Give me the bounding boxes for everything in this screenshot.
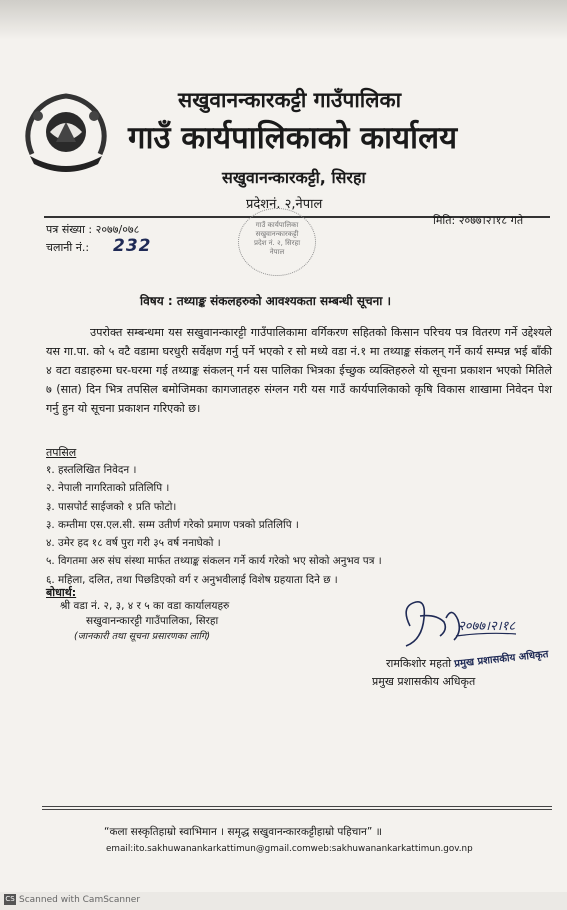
cc-note: (जानकारी तथा सूचना प्रसारणका लागि): [74, 631, 211, 642]
requirements-list: [46, 461, 382, 589]
signature-date: २०७७।२।१८: [458, 619, 516, 634]
cc-block: [60, 599, 229, 644]
footer-motto: “कला सस्कृतिहाम्रो स्वाभिमान । समृद्ध सखुवानन्कारकट्टीहाम्रो पहिचान” ॥: [104, 826, 382, 838]
ref-number: पत्र संख्या : २०७७/०७८: [46, 223, 140, 236]
municipality-name: सखुवानन्कारकट्टी गाउँपालिका: [178, 88, 402, 112]
bodhartha-title: बोधार्थ:: [46, 586, 77, 599]
office-stamp: [238, 208, 316, 276]
signature: [396, 596, 536, 652]
province: प्रदेशनं. २,नेपाल: [246, 197, 323, 212]
list-item: ३. कम्तीमा एस.एल.सी. सम्म उतीर्ण गरेको प्रमाण पत्रको प्रतिलिपि ।: [46, 518, 299, 531]
signatory-post: प्रमुख प्रशासकीय अधिकृत: [372, 675, 476, 688]
designation-stamp: प्रमुख प्रशासकीय अधिकृत: [453, 649, 549, 670]
list-item: ३. पासपोर्ट साईजको १ प्रति फोटो।: [46, 500, 177, 513]
stamp-line: सखुवानन्कारकट्टी: [255, 230, 299, 238]
cc-line: श्री वडा नं. २, ३, ४ र ५ का वडा कार्यालयहरु: [60, 600, 230, 612]
footer-rule: [42, 809, 552, 810]
chalani-label: चलानी नं.:: [46, 241, 90, 254]
camscanner-icon: CS: [5, 895, 15, 903]
stamp-line: प्रदेश नं. २, सिरहा: [253, 239, 301, 247]
subject-line: विषय : तथ्याङ्क संकलहरुको आवश्यकता सम्बन्धी सूचना ।: [140, 294, 392, 308]
nepal-emblem-icon: [18, 92, 114, 178]
stamp-line: नेपाल: [269, 248, 285, 256]
list-item: २. नेपाली नागरिताको प्रतिलिपि ।: [46, 482, 170, 495]
footer-rule: [42, 806, 552, 807]
list-item: ४. उमेर हद १८ वर्ष पुरा गरी ३५ वर्ष ननाघेको ।: [46, 537, 221, 550]
scan-shadow: [0, 0, 567, 40]
body-paragraph: उपरोक्त सम्बन्धमा यस सखुवानन्कारट्टी गाउँपालिकामा वर्गिकरण सहितको किसान परिचय पत्र वितरण गर्ने उद्देश्यले यस गा.पा. को ५ वटै वडामा घरधुरी सर्वेक्षण गर्नु पर्ने भएको र सो मध्ये वडा नं.१ मा तथ्याङ्क संकलन् गर्ने कार्य सम्पन्न भई बाँकी ४ वटा वडाहरुमा घर-घरमा गई तथ्याङ्क संकलन् गर्न यस पालिका भित्रका ईच्छुक व्यक्तिहरुले यो सूचना प्रकाशन भएको मितिले ७ (सात) दिन भित्र तपसिल बमोजिमका कागजातहरु संग्लन गरी यस गाउँ कार्यपालिकाको कृषि विकास शाखामा निवेदन पेश गर्नु हुन यो सूचना प्रकाशन गरिएको छ।: [46, 326, 552, 415]
chalani-number: 232: [113, 236, 152, 256]
list-item: ६. महिला, दलित, तथा पिछडिएको वर्ग र अनुभवीलाई विशेष ग्रहयाता दिने छ ।: [46, 573, 338, 586]
tapsil-title: तपसिल: [46, 446, 77, 459]
cc-line: सखुवानन्कारट्टी गाउँपालिका, सिरहा: [86, 615, 219, 627]
office-location: सखुवानन्कारकट्टी, सिरहा: [222, 168, 366, 187]
list-item: ५. विगतमा अरु संघ संस्था मार्फत तथ्याङ्क संकलन गर्ने कार्य गरेको भए सोको अनुभव पत्र ।: [46, 555, 382, 568]
office-name: गाउँ कार्यपालिकाको कार्यालय: [128, 120, 458, 156]
list-item: १. हस्तलिखित निवेदन ।: [46, 464, 137, 476]
scanner-text: Scanned with CamScanner: [19, 895, 141, 905]
scanner-watermark: [4, 894, 140, 905]
footer-contact: email:ito.sakhuwanankarkattimun@gmail.comweb:sakhuwanankarkattimun.gov.np: [106, 844, 473, 854]
signatory-name: रामकिशोर महतो: [386, 657, 452, 670]
stamp-line: गाउँ कार्यपालिका: [255, 221, 299, 229]
letter-date: मिति: २०७७।२।१८ गते: [433, 214, 524, 227]
